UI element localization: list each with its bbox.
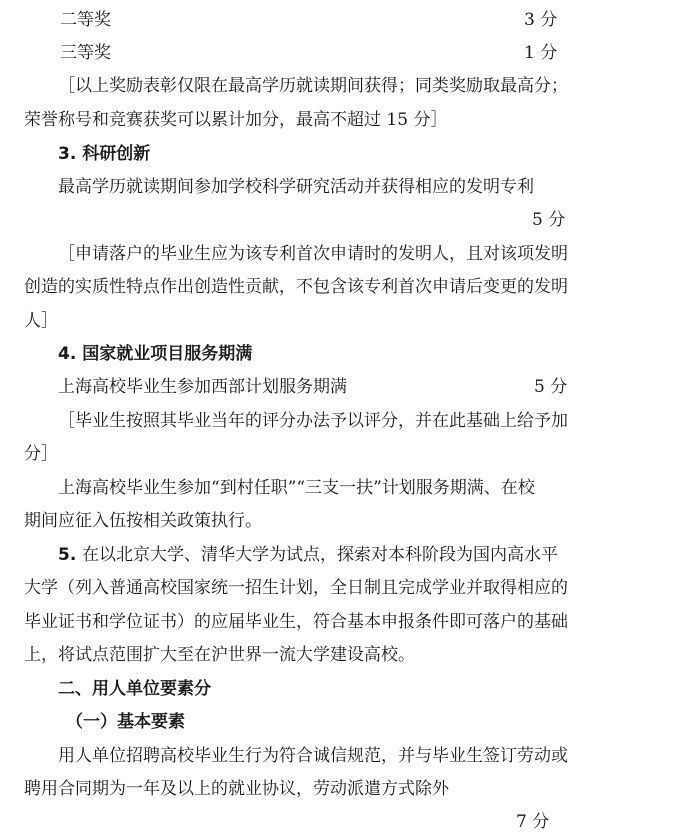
research-score: 5 分 [532, 210, 566, 230]
award-second-label: 二等奖 [60, 10, 111, 30]
west-plan-text: 上海高校毕业生参加西部计划服务期满 [58, 377, 347, 397]
research-note-line-1: ［申请落户的毕业生应为该专利首次申请时的发明人，且对该项发明 [58, 244, 568, 264]
section-research-heading: 3. 科研创新 [58, 144, 151, 164]
village-text-line-2: 期间应征入伍按相关政策执行。 [24, 511, 262, 531]
basic-text-line-2: 聘用合同期为一年及以上的就业协议，劳动派遣方式除外 [24, 779, 449, 799]
employment-note-line-1: ［毕业生按照其毕业当年的评分办法予以评分，并在此基础上给予加 [58, 411, 568, 431]
basic-text-line-1: 用人单位招聘高校毕业生行为符合诚信规范，并与毕业生签订劳动或 [58, 746, 568, 766]
employment-note-line-2: 分］ [24, 444, 58, 464]
award-second-score: 3 分 [524, 10, 558, 30]
section-employment-heading: 4. 国家就业项目服务期满 [58, 344, 253, 364]
item-five-line-3: 毕业证书和学位证书）的应届毕业生，符合基本申报条件即可落户的基础 [24, 612, 568, 632]
item-five-line-4: 上，将试点范围扩大至在沪世界一流大学建设高校。 [24, 645, 415, 665]
village-text-line-1: 上海高校毕业生参加“到村任职”“三支一扶”计划服务期满、在校 [58, 478, 535, 498]
item-five-line-2: 大学（列入普通高校国家统一招生计划，全日制且完成学业并取得相应的 [24, 578, 568, 598]
award-note-line-1: ［以上奖励表彰仅限在最高学历就读期间获得；同类奖励取最高分； [58, 76, 568, 96]
item-five-number: 5. [58, 545, 77, 565]
award-third-label: 三等奖 [60, 43, 111, 63]
research-note-line-2: 创造的实质性特点作出创造性贡献，不包含该专利首次申请后变更的发明 [24, 277, 568, 297]
award-third-score: 1 分 [524, 43, 558, 63]
research-note-line-3: 人］ [24, 311, 58, 331]
award-note-line-2: 荣誉称号和竞赛获奖可以累计加分，最高不超过 15 分］ [24, 110, 448, 130]
research-text: 最高学历就读期间参加学校科学研究活动并获得相应的发明专利 [58, 177, 534, 197]
section-employer-heading: 二、用人单位要素分 [58, 679, 211, 699]
subsection-basic-heading: （一）基本要素 [66, 712, 185, 732]
basic-score: 7 分 [516, 812, 550, 832]
west-plan-score: 5 分 [534, 377, 568, 397]
item-five-line-1: 在以北京大学、清华大学为试点，探索对本科阶段为国内高水平 [82, 545, 558, 565]
